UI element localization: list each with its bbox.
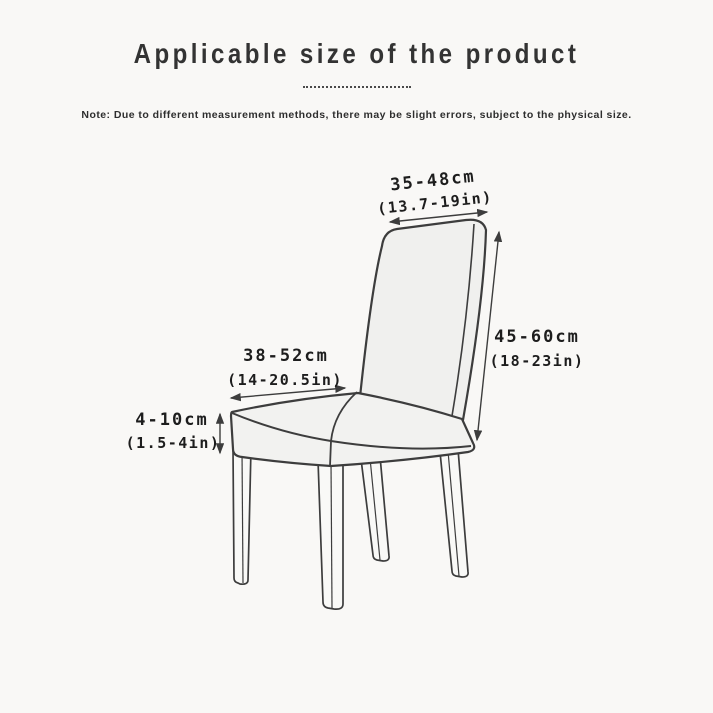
back-height-label-cm: 45-60cm <box>494 327 580 347</box>
skirt-height-label-cm: 4-10cm <box>135 410 209 430</box>
right-leg <box>440 449 468 577</box>
front-leg <box>318 460 343 609</box>
back-width-label-cm: 35-48cm <box>389 166 477 196</box>
measurement-note: Note: Due to different measurement methods, there may be slight errors, subject to the physical size. <box>81 109 632 121</box>
back-width-label-in: (13.7-19in) <box>376 187 494 219</box>
skirt-height-label-in: (1.5-4in) <box>125 434 221 452</box>
seat-width-label-cm: 38-52cm <box>243 346 329 366</box>
chair-backrest <box>360 220 486 420</box>
seat-width-label-in: (14-20.5in) <box>227 371 343 389</box>
back-height-label-in: (18-23in) <box>489 352 585 370</box>
page-title: Applicable size of the product <box>133 38 580 69</box>
chair-legs <box>233 448 468 609</box>
